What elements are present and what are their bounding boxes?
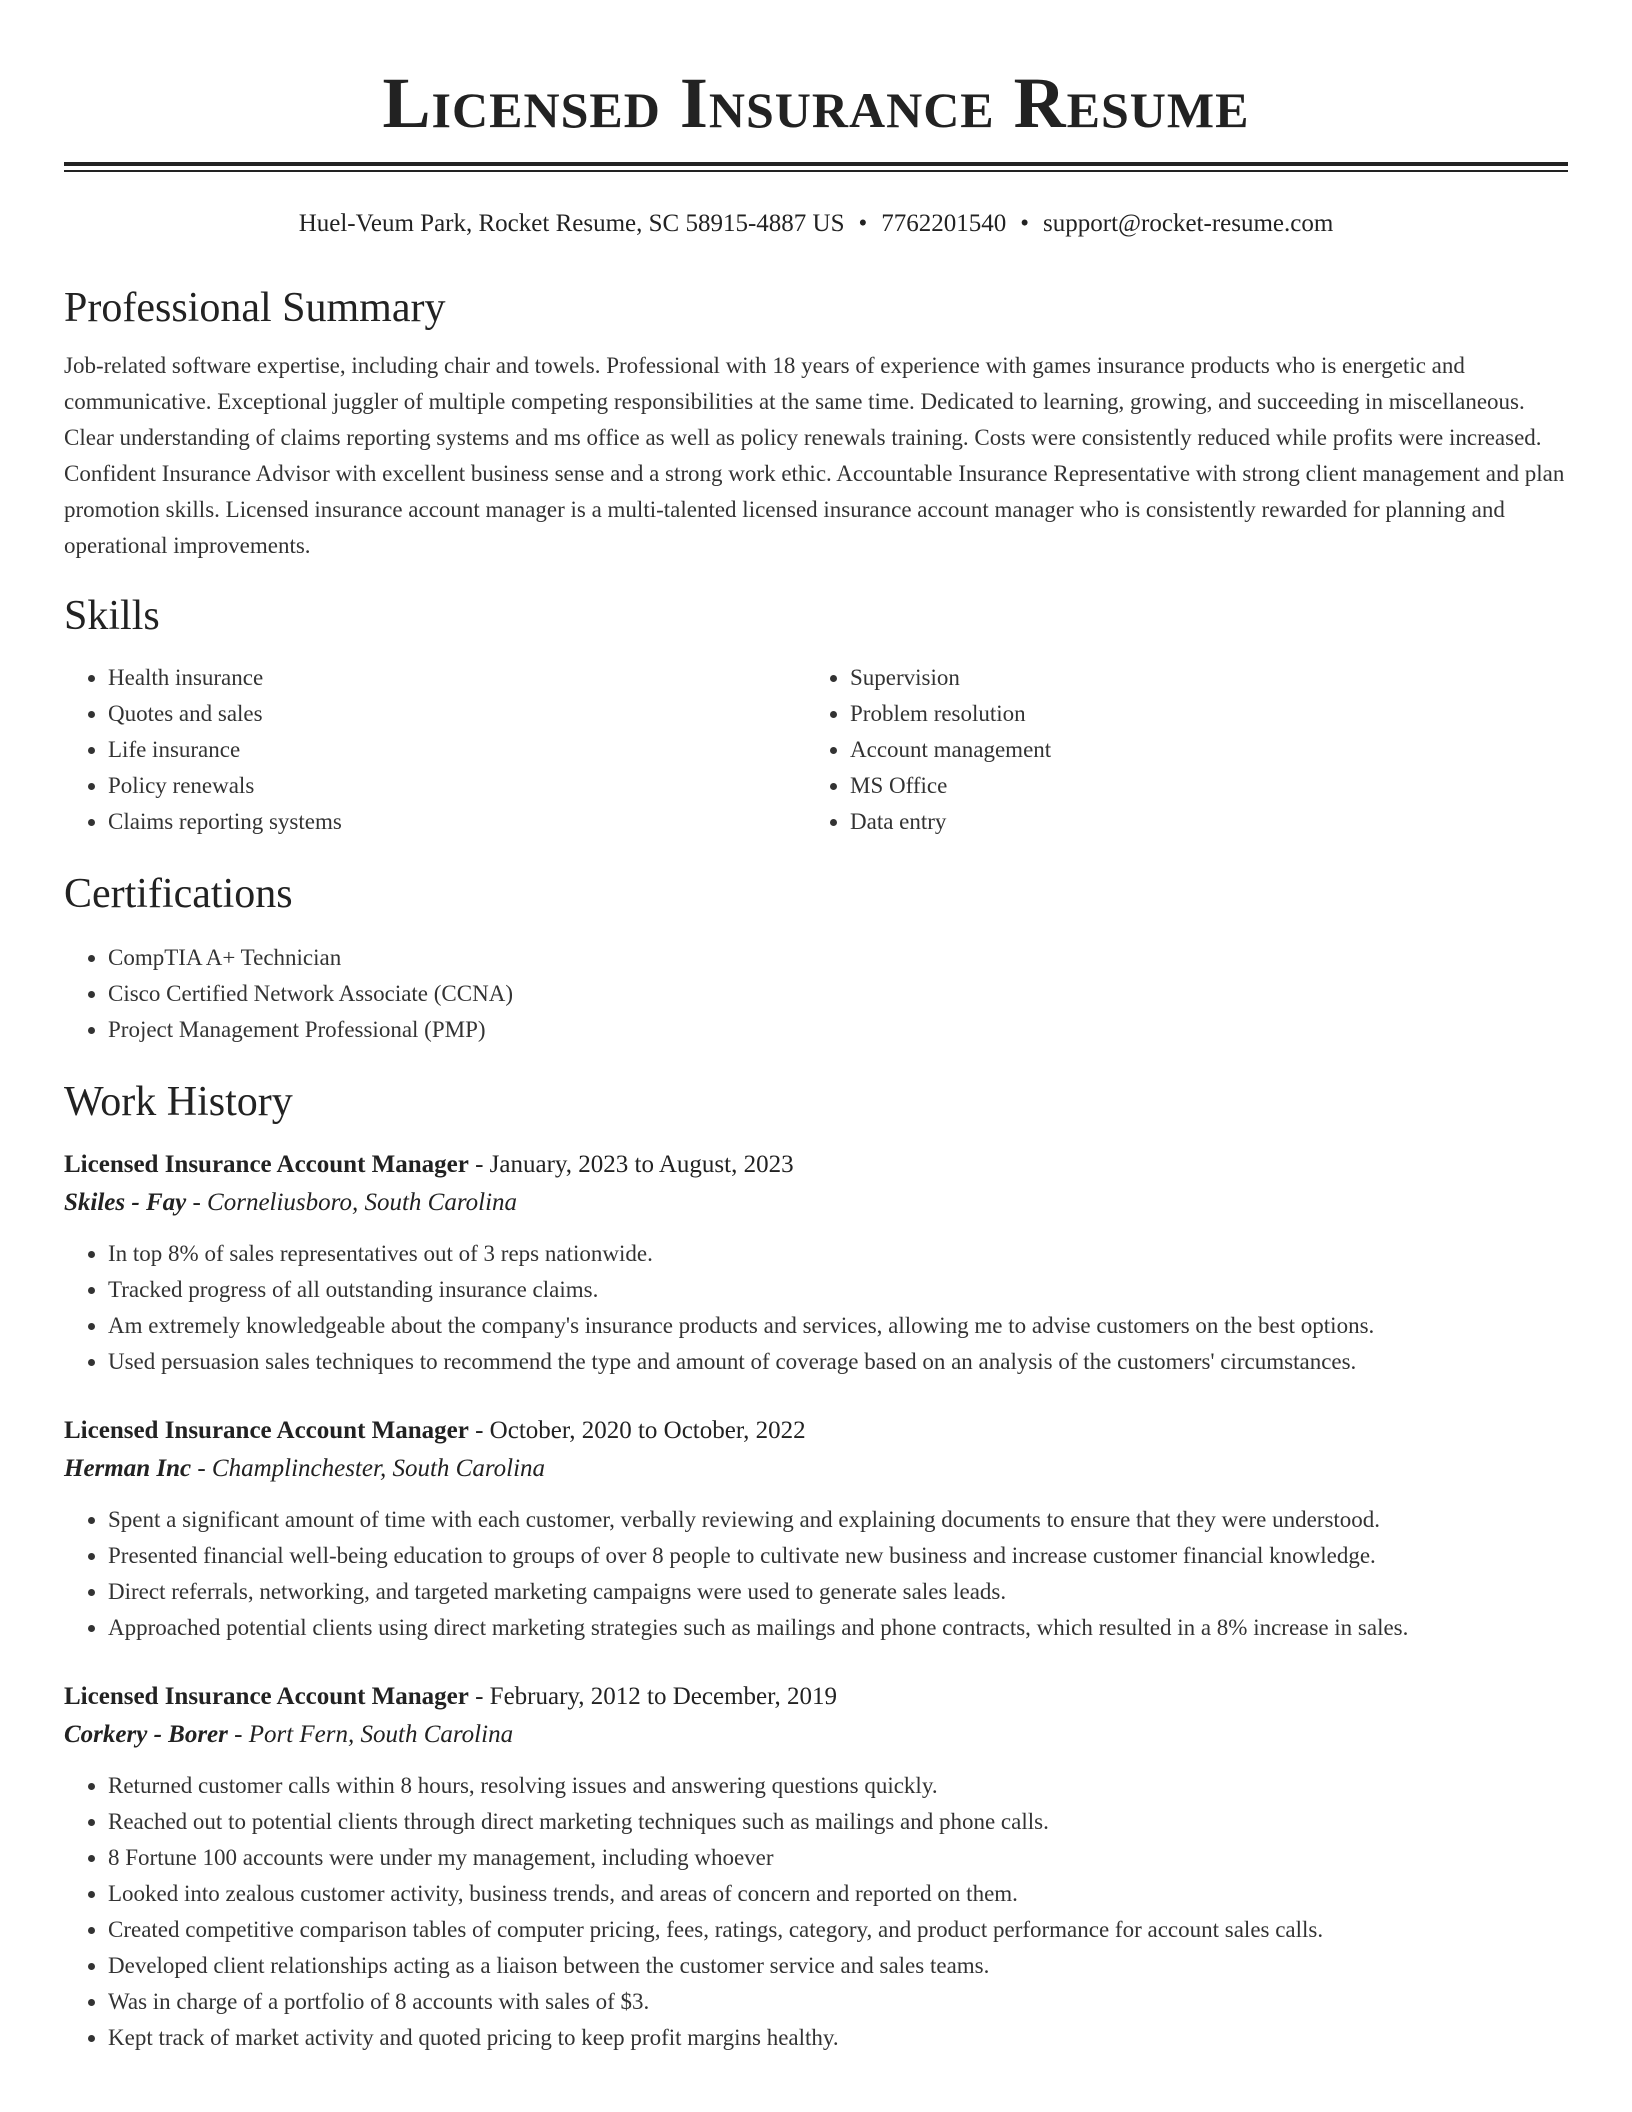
skills-column-right (806, 660, 1548, 840)
skills-list-left (64, 660, 806, 840)
summary-text: Job-related software expertise, including chair and towels. Professional with 18 years of experience with games insurance products who is energetic and communicative. Exceptional juggler of multiple competing responsibilities at the same time. Dedicated to learning, growing, and succeeding in miscellaneous. Clear understanding of claims reporting systems and ms office as well as policy renewals training. Costs were consistently reduced while profits were increased. Confident Insurance Advisor with excellent business sense and a strong work ethic. Accountable Insurance Representative with strong client management and plan promotion skills. Licensed insurance account manager is a multi-talented licensed insurance account manager who is consistently rewarded for planning and operational improvements. (64, 353, 1565, 558)
job-title: Licensed Insurance Account Manager (64, 1683, 469, 1710)
contact-email: support@rocket-resume.com (1043, 210, 1334, 237)
job-bullets (64, 1502, 1568, 1646)
employer-name: Skiles - Fay (64, 1189, 187, 1216)
job-bullet: • Direct referrals, networking, and targeted marketing campaigns were used to generate sales leads. (108, 1574, 1568, 1610)
job-title: Licensed Insurance Account Manager (64, 1417, 469, 1444)
skill-item: • Health insurance (108, 660, 806, 696)
job-bullet: • Approached potential clients using direct marketing strategies such as mailings and phone contracts, which resulted in a 8% increase in sales. (108, 1610, 1568, 1646)
employer-location: - Port Fern, South Carolina (227, 1721, 514, 1748)
job-dates: - January, 2023 to August, 2023 (468, 1151, 794, 1178)
job-bullet: • Used persuasion sales techniques to recommend the type and amount of coverage based on an analysis of the customers' circumstances. (108, 1344, 1568, 1380)
skills-column-left (64, 660, 806, 840)
job-bullets (64, 1768, 1568, 2056)
job-entry (64, 1146, 1568, 1380)
contact-separator: • (1020, 210, 1030, 237)
employer-line (64, 1450, 1568, 1488)
job-bullet: • Created competitive comparison tables of computer pricing, fees, ratings, category, and product performance for account sales calls. (108, 1912, 1568, 1948)
certifications-list (64, 940, 1568, 1048)
employer-location: - Champlinchester, South Carolina (191, 1455, 546, 1482)
job-bullet: • Spent a significant amount of time with each customer, verbally reviewing and explaining documents to ensure that they were understood. (108, 1502, 1568, 1538)
job-dates: - February, 2012 to December, 2019 (468, 1683, 837, 1710)
skills-list-right (806, 660, 1548, 840)
job-bullets (64, 1236, 1568, 1380)
skill-item: • Supervision (850, 660, 1548, 696)
job-bullet: • Returned customer calls within 8 hours, resolving issues and answering questions quickly. (108, 1768, 1568, 1804)
summary-heading: Professional Summary (64, 285, 446, 331)
skill-item: • Problem resolution (850, 696, 1548, 732)
job-entry (64, 1678, 1568, 2056)
job-bullet: • Looked into zealous customer activity, business trends, and areas of concern and reported on them. (108, 1876, 1568, 1912)
job-title-line (64, 1678, 1568, 1716)
contact-line (64, 208, 1568, 240)
employer-name: Herman Inc (64, 1455, 192, 1482)
job-bullet: • Reached out to potential clients through direct marketing techniques such as mailings and phone calls. (108, 1804, 1568, 1840)
certification-item: • CompTIA A+ Technician (108, 940, 1568, 976)
contact-separator: • (858, 210, 868, 237)
job-title: Licensed Insurance Account Manager (64, 1151, 469, 1178)
job-bullet: • In top 8% of sales representatives out of 3 reps nationwide. (108, 1236, 1568, 1272)
resume-title: Licensed Insurance Resume (382, 63, 1250, 143)
skill-item: • Claims reporting systems (108, 804, 806, 840)
employer-name: Corkery - Borer (64, 1721, 228, 1748)
contact-phone: 7762201540 (881, 210, 1007, 237)
job-dates: - October, 2020 to October, 2022 (468, 1417, 806, 1444)
skills-heading: Skills (64, 593, 160, 639)
skill-item: • Quotes and sales (108, 696, 806, 732)
job-bullet: • Kept track of market activity and quoted pricing to keep profit margins healthy. (108, 2020, 1568, 2056)
employer-line (64, 1716, 1568, 1754)
job-bullet: • 8 Fortune 100 accounts were under my management, including whoever (108, 1840, 1568, 1876)
job-entry (64, 1412, 1568, 1646)
skills-columns (64, 660, 1568, 840)
certifications-heading: Certifications (64, 871, 293, 917)
job-title-line (64, 1146, 1568, 1184)
job-bullet: • Was in charge of a portfolio of 8 accounts with sales of $3. (108, 1984, 1568, 2020)
employer-line (64, 1184, 1568, 1222)
certification-item: • Cisco Certified Network Associate (CCNA) (108, 976, 1568, 1012)
title-divider-thin (64, 170, 1568, 172)
work-history-heading: Work History (64, 1079, 293, 1125)
job-bullet: • Am extremely knowledgeable about the company's insurance products and services, allowing me to advise customers on the best options. (108, 1308, 1568, 1344)
skill-item: • Policy renewals (108, 768, 806, 804)
job-bullet: • Tracked progress of all outstanding insurance claims. (108, 1272, 1568, 1308)
skill-item: • MS Office (850, 768, 1548, 804)
job-bullet: • Developed client relationships acting as a liaison between the customer service and sales teams. (108, 1948, 1568, 1984)
title-divider-thick (64, 162, 1568, 166)
skill-item: • Life insurance (108, 732, 806, 768)
certification-item: • Project Management Professional (PMP) (108, 1012, 1568, 1048)
job-title-line (64, 1412, 1568, 1450)
contact-address: Huel-Veum Park, Rocket Resume, SC 58915-4887 US (298, 210, 845, 237)
skill-item: • Account management (850, 732, 1548, 768)
employer-location: - Corneliusboro, South Carolina (186, 1189, 518, 1216)
job-bullet: • Presented financial well-being education to groups of over 8 people to cultivate new business and increase customer financial knowledge. (108, 1538, 1568, 1574)
skill-item: • Data entry (850, 804, 1548, 840)
